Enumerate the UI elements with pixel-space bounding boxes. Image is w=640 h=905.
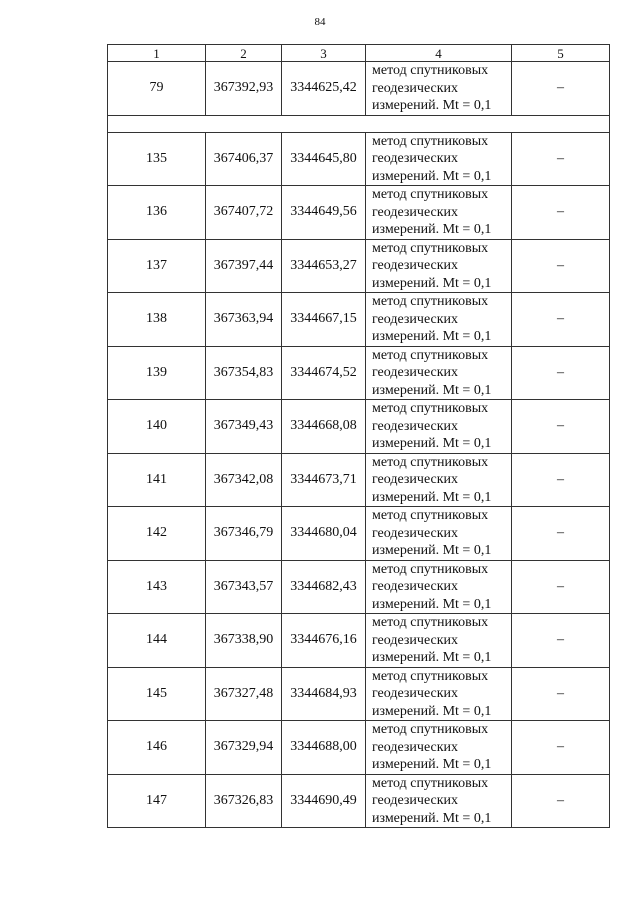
method-cell <box>366 62 512 116</box>
x-coordinate-cell: 367327,48 <box>206 667 282 721</box>
method-text-line: геодезических <box>372 80 459 96</box>
method-text-line: метод спутниковых <box>372 454 489 470</box>
point-number-cell: 135 <box>108 132 206 186</box>
method-text-line: метод спутниковых <box>372 294 489 309</box>
x-coordinate-cell: 367407,72 <box>206 186 282 240</box>
method-text-line: геодезических <box>372 418 459 434</box>
note-cell: – <box>512 132 610 186</box>
table-row <box>108 721 610 775</box>
method-text-line: измерений. Mt = 0,1 <box>372 98 492 113</box>
table-row <box>108 774 610 828</box>
method-text-line: метод спутниковых <box>372 775 489 791</box>
column-header: 1 <box>108 45 206 62</box>
note-cell: – <box>512 346 610 400</box>
method-text-line: геодезических <box>372 472 459 487</box>
y-coordinate-cell: 3344690,49 <box>282 774 366 828</box>
method-text-line: геодезических <box>372 204 459 220</box>
column-header: 4 <box>366 45 512 62</box>
y-coordinate-cell: 3344625,42 <box>282 62 366 116</box>
method-text-line: метод спутниковых <box>372 63 489 78</box>
method-text-line: метод спутниковых <box>372 722 489 737</box>
method-text-line: измерений. Mt = 0,1 <box>372 275 492 291</box>
point-number-cell: 141 <box>108 453 206 507</box>
method-text-line: метод спутниковых <box>372 561 489 577</box>
y-coordinate-cell: 3344653,27 <box>282 239 366 293</box>
method-text-line: геодезических <box>372 632 459 648</box>
y-coordinate-cell: 3344667,15 <box>282 293 366 347</box>
coordinates-table <box>107 44 610 828</box>
method-text-line: геодезических <box>372 258 459 273</box>
method-text-line: измерений. Mt = 0,1 <box>372 543 492 558</box>
method-text-line: измерений. Mt = 0,1 <box>372 810 492 826</box>
note-cell: – <box>512 400 610 454</box>
point-number-cell: 140 <box>108 400 206 454</box>
method-text-line: метод спутниковых <box>372 240 489 256</box>
method-text-line: метод спутниковых <box>372 668 489 684</box>
method-cell <box>366 721 512 775</box>
method-cell <box>366 507 512 561</box>
table-body <box>108 62 610 828</box>
method-text-line: измерений. Mt = 0,1 <box>372 757 492 772</box>
point-number-cell: 146 <box>108 721 206 775</box>
x-coordinate-cell: 367338,90 <box>206 614 282 668</box>
table-row <box>108 560 610 614</box>
method-cell <box>366 132 512 186</box>
x-coordinate-cell: 367349,43 <box>206 400 282 454</box>
y-coordinate-cell: 3344688,00 <box>282 721 366 775</box>
x-coordinate-cell: 367326,83 <box>206 774 282 828</box>
y-coordinate-cell: 3344649,56 <box>282 186 366 240</box>
x-coordinate-cell: 367363,94 <box>206 293 282 347</box>
method-text-line: метод спутниковых <box>372 133 489 149</box>
method-text-line: измерений. Mt = 0,1 <box>372 650 492 665</box>
y-coordinate-cell: 3344674,52 <box>282 346 366 400</box>
method-text-line: измерений. Mt = 0,1 <box>372 436 492 451</box>
x-coordinate-cell: 367354,83 <box>206 346 282 400</box>
y-coordinate-cell: 3344682,43 <box>282 560 366 614</box>
table-row <box>108 614 610 668</box>
method-cell <box>366 400 512 454</box>
x-coordinate-cell: 367397,44 <box>206 239 282 293</box>
point-number-cell: 137 <box>108 239 206 293</box>
y-coordinate-cell: 3344680,04 <box>282 507 366 561</box>
note-cell: – <box>512 774 610 828</box>
point-number-cell: 142 <box>108 507 206 561</box>
point-number-cell: 139 <box>108 346 206 400</box>
column-header: 2 <box>206 45 282 62</box>
table-row <box>108 132 610 186</box>
method-cell <box>366 239 512 293</box>
method-text-line: геодезических <box>372 311 459 327</box>
x-coordinate-cell: 367343,57 <box>206 560 282 614</box>
column-header: 3 <box>282 45 366 62</box>
table-row <box>108 62 610 116</box>
point-number-cell: 143 <box>108 560 206 614</box>
method-cell <box>366 186 512 240</box>
note-cell: – <box>512 667 610 721</box>
table-row <box>108 453 610 507</box>
table-header-row <box>108 45 610 62</box>
point-number-cell: 144 <box>108 614 206 668</box>
method-text-line: измерений. Mt = 0,1 <box>372 703 492 719</box>
point-number-cell: 136 <box>108 186 206 240</box>
point-number-cell: 79 <box>108 62 206 116</box>
x-coordinate-cell: 367329,94 <box>206 721 282 775</box>
method-text-line: метод спутниковых <box>372 401 489 416</box>
method-cell <box>366 453 512 507</box>
table-row <box>108 186 610 240</box>
table-row <box>108 667 610 721</box>
table-row <box>108 293 610 347</box>
x-coordinate-cell: 367346,79 <box>206 507 282 561</box>
table-row <box>108 239 610 293</box>
method-text-line: метод спутниковых <box>372 508 489 523</box>
column-header: 5 <box>512 45 610 62</box>
note-cell: – <box>512 721 610 775</box>
note-cell: – <box>512 507 610 561</box>
point-number-cell: 147 <box>108 774 206 828</box>
table-row <box>108 346 610 400</box>
method-cell <box>366 346 512 400</box>
point-number-cell: 138 <box>108 293 206 347</box>
method-text-line: измерений. Mt = 0,1 <box>372 329 492 344</box>
y-coordinate-cell: 3344676,16 <box>282 614 366 668</box>
method-text-line: геодезических <box>372 793 459 808</box>
method-text-line: метод спутниковых <box>372 615 489 630</box>
method-cell <box>366 560 512 614</box>
method-cell <box>366 293 512 347</box>
method-text-line: геодезических <box>372 525 459 541</box>
note-cell: – <box>512 62 610 116</box>
method-text-line: геодезических <box>372 686 459 701</box>
x-coordinate-cell: 367406,37 <box>206 132 282 186</box>
point-number-cell: 145 <box>108 667 206 721</box>
method-text-line: измерений. Mt = 0,1 <box>372 489 492 505</box>
y-coordinate-cell: 3344684,93 <box>282 667 366 721</box>
method-text-line: геодезических <box>372 739 459 755</box>
method-cell <box>366 667 512 721</box>
method-text-line: измерений. Mt = 0,1 <box>372 382 492 398</box>
note-cell: – <box>512 453 610 507</box>
method-text-line: измерений. Mt = 0,1 <box>372 168 492 184</box>
method-text-line: измерений. Mt = 0,1 <box>372 596 492 612</box>
y-coordinate-cell: 3344673,71 <box>282 453 366 507</box>
method-text-line: геодезических <box>372 365 459 380</box>
note-cell: – <box>512 186 610 240</box>
method-text-line: измерений. Mt = 0,1 <box>372 222 492 237</box>
method-text-line: метод спутниковых <box>372 187 489 202</box>
page-number: 84 <box>314 16 326 28</box>
note-cell: – <box>512 614 610 668</box>
note-cell: – <box>512 239 610 293</box>
table-row <box>108 507 610 561</box>
x-coordinate-cell: 367342,08 <box>206 453 282 507</box>
gap-cell <box>108 115 610 132</box>
x-coordinate-cell: 367392,93 <box>206 62 282 116</box>
method-text-line: метод спутниковых <box>372 347 489 363</box>
note-cell: – <box>512 293 610 347</box>
note-cell: – <box>512 560 610 614</box>
method-cell <box>366 614 512 668</box>
method-text-line: геодезических <box>372 579 459 594</box>
table-gap-row <box>108 115 610 132</box>
method-cell <box>366 774 512 828</box>
y-coordinate-cell: 3344668,08 <box>282 400 366 454</box>
method-text-line: геодезических <box>372 151 459 166</box>
table-row <box>108 400 610 454</box>
y-coordinate-cell: 3344645,80 <box>282 132 366 186</box>
